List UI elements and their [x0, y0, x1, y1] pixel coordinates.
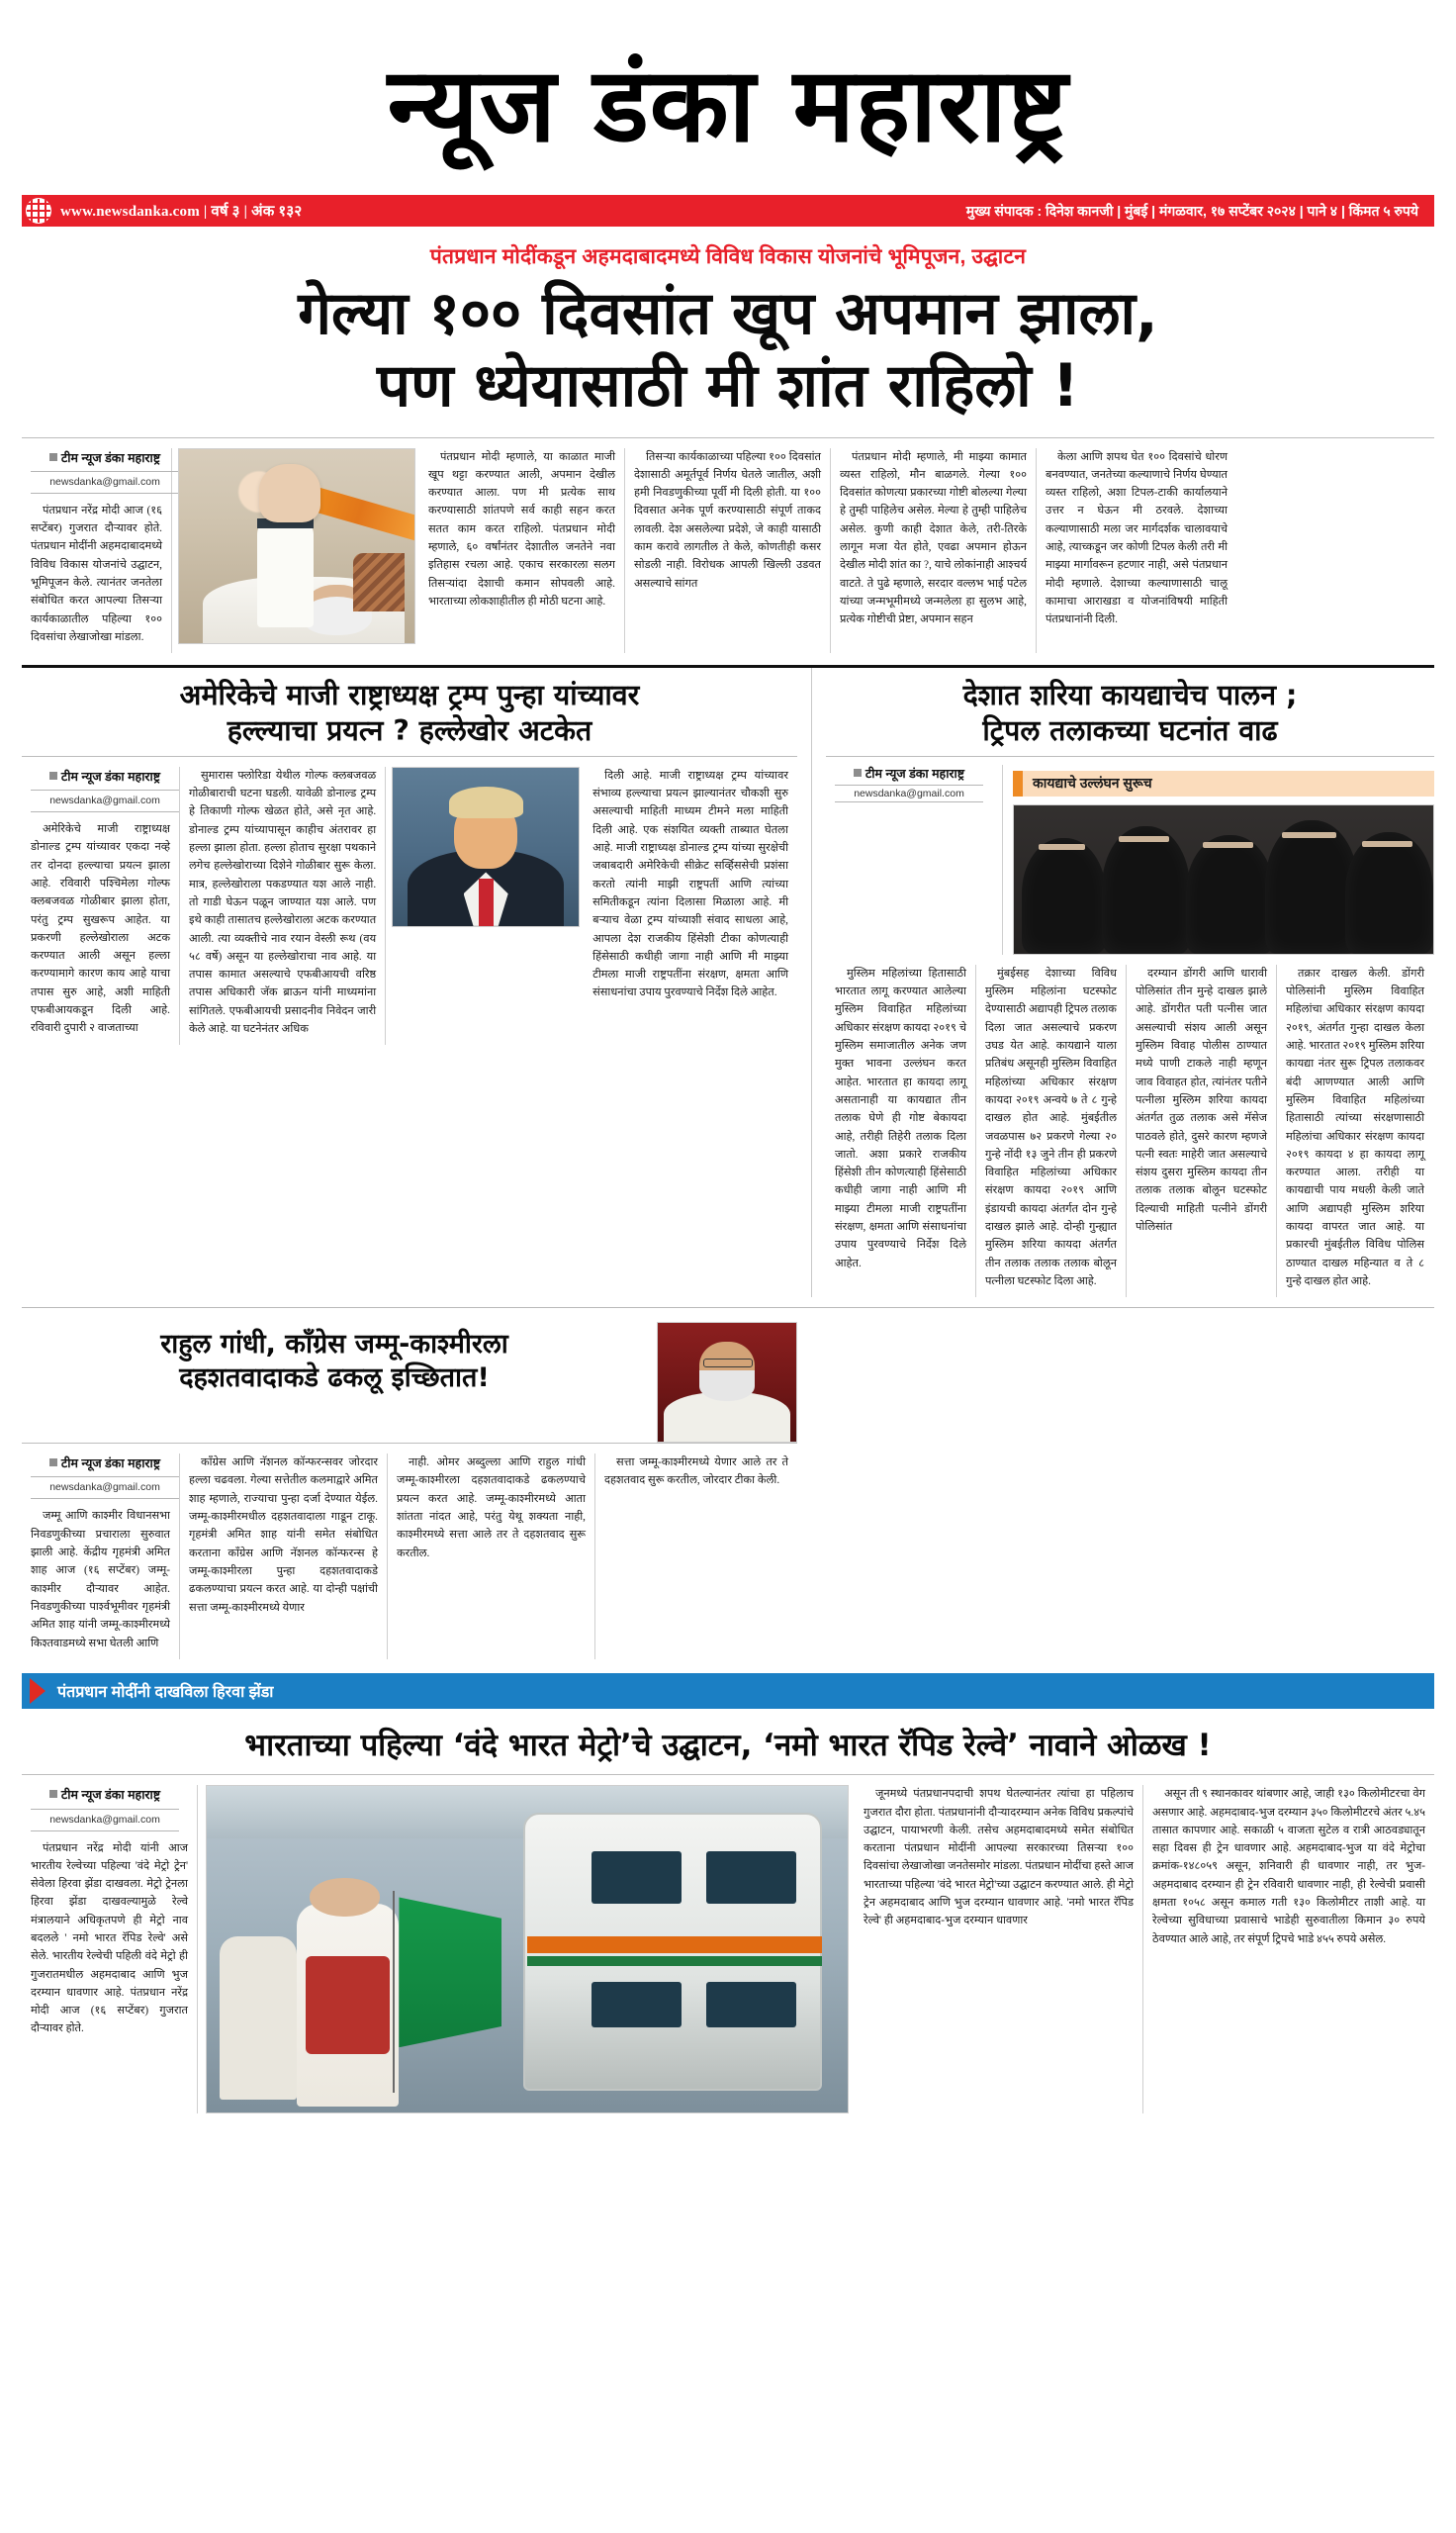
metro-col-3 [1143, 1785, 1434, 2113]
middle-bottom-rule [22, 1307, 1434, 1308]
lead-photo-col [172, 448, 419, 654]
rahul-col-4-text: सत्ता जम्मू-काश्मीरमध्ये येणार आले तर ते दहशतवाद सुरू करतील, जोरदार टीका केली. [604, 1456, 788, 1487]
metro-banner [22, 1673, 1434, 1709]
trump-story [22, 668, 811, 1297]
lead-headline-line1: गेल्या १०० दिवसांत खूप अपमान झाला, [298, 279, 1158, 349]
trump-headline-line2: हल्ल्याचा प्रयत्न ? हल्लेखोर अटकेत [227, 713, 592, 747]
metro-col-1-text: पंतप्रधान नरेंद्र मोदी यांनी आज भारतीय रेल्वेच्या पहिल्या 'वंदे मेट्रो ट्रेन' सेवेला हिरवा झेंडा दाखवला. मेट्रो ट्रेनला हिरवा झेंडा दाखवल्यामुळे रेल्वे मंत्रालयाने अधिकृतपणे ही मेट्रो नाव बदलले ' नमो भारत रॅपिड रेल्वे' असे सेले. भारतीय रेल्वेची पहिली वंदे मेट्रो ही गुजरातमधील अहमदाबाद आणि भुज दरम्यान धावणार आहे. पंतप्रधान नरेंद्र मोदी आज (१६ सप्टेंबर) गुजरात दौऱ्यावर होते. [31, 1841, 188, 2035]
rahul-byline-email[interactable]: newsdanka@gmail.com [31, 1476, 179, 1499]
sharia-caption-band [1013, 771, 1434, 797]
photo-prime-minister-head [310, 1878, 380, 1918]
rahul-col-1-text: जम्मू आणि काश्मीर विधानसभा निवडणुकीच्या प्रचाराला सुरुवात झाली आहे. केंद्रीय गृहमंत्री अमित शाह आज (१६ सप्टेंबर) जम्मू-काश्मीर दौऱ्यावर आहेत. निवडणुकीच्या पार्श्वभूमीवर गृहमंत्री अमित शाह यांनी जम्मू-काश्मीरमध्ये किश्तवाडमध्ये सभा घेतली आणि [31, 1510, 170, 1649]
middle-band [22, 668, 1434, 1297]
editor-date-price: मुख्य संपादक : दिनेश कानजी | मुंबई | मंगळवार, १७ सप्टेंबर २०२४ | पाने ४ | किंमत ५ रुपये [965, 202, 1418, 219]
photo-train-window [706, 1851, 796, 1904]
sharia-caption-photo [1003, 765, 1434, 955]
photo-woman [1345, 832, 1433, 954]
rahul-col-2 [180, 1454, 388, 1659]
lead-col-3 [625, 448, 831, 654]
metro-byline: टीम न्यूज डंका महाराष्ट्र [31, 1785, 179, 1808]
photo-eye-slit [1362, 841, 1412, 847]
rahul-story-photo [657, 1322, 797, 1443]
trump-byline-email[interactable]: newsdanka@gmail.com [31, 790, 179, 812]
sharia-story [812, 668, 1434, 1297]
trump-byline-block [31, 767, 179, 812]
photo-train-stripe-green [527, 1956, 822, 1966]
sharia-byline-block [835, 765, 983, 802]
metro-col-2-text: जूनमध्ये पंतप्रधानपदाची शपथ घेतल्यानंतर त्यांचा हा पहिलाच गुजरात दौरा होता. पंतप्रधानांनी दौऱ्यादरम्यान अनेक विविध प्रकल्पांचे उद्घाटन, पायाभरणी केली. तसेच अहमदाबादमध्ये समेत संबोधित करताना पंतप्रधान मोदींनी आपल्या सरकारच्या तिसऱ्या १०० दिवसांचा लेखाजोखा जनतेसमोर मांडला. पंतप्रधान मोदींचा हस्ते आज भारताच्या पहिल्या 'वंदे भारत मेट्रो'च्या उद्घाटन करण्यात आले. ही मेट्रो ट्रेन अहमदाबाद आणि भुज दरम्यान धावणार आहे. 'नमो भारत रॅपिड रेल्वे' ही अहमदाबाद-भुज दरम्यान धावणार [864, 1788, 1134, 1927]
rahul-columns [22, 1444, 797, 1659]
sharia-caption-text: कायद्याचे उल्लंघन सुरूच [1033, 775, 1152, 792]
trump-col-2-text: सुमारास फ्लोरिडा येथील गोल्फ क्लबजवळ गोळीबाराची घटना घडली. यावेळी डोनाल्ड ट्रम्प हे तिकाणी गोल्फ खेळत होते, असे नृत आहे. डोनाल्ड ट्रम्प यांच्यापासून काहीच अंतरावर हा हल्ला झाला होता. हल्ला होताच सुरक्षा पथकाने लगेच हल्लेखोराच्या दिशेने गोळीबार सुरू केला. मात्र, हल्लेखोराला पकडण्यात यश आले नाही. तो गाडी घेऊन पळून जाण्यात यश आले. पण इथे काही तासातच हल्लेखोराला अटक करण्यात आली. त्या व्यक्तीचे नाव रयान वेस्ली रूथ (वय ५८ वर्षे) असून या हल्लेखोराचा नाव आहे. या तपास कामात असल्याचे एफबीआयची वरिष्ठ तपास अधिकारी जॅक ब्राऊन यांनी माध्यमांना सांगितले. एफबीआयची प्रसादनीव निवेदन जारी केले आहे. या घटनेनंतर अधिक [189, 769, 377, 1035]
sharia-col-1-text: मुस्लिम महिलांच्या हितासाठी भारतात लागू करण्यात आलेल्या मुस्लिम विवाहित महिलांच्या अधिकार संरक्षण कायदा २०१९ चे मुस्लिम समाजातील अनेक जण मुक्त भावना उल्लंघन करत आहेत. भारतात हा कायदा लागू असतानाही या कायद्यात तीन तलाक घेणे ही गोष्ट बेकायदा आहे, तरीही तिहेरी तलाक दिला जातो. अशा प्रकारे राजकीय हिंसेशी तीन कोणत्याही हिंसेसाठी कधीही जागा नाही आणि मी माझ्या टीमला माजी राष्ट्रपतींना संरक्षण, क्षमता आणि संसाधनांचा उपाय पुरवण्याचे निर्देश दिले आहेत. [835, 967, 966, 1269]
lead-col-2 [419, 448, 625, 654]
square-bullet-icon [49, 772, 57, 780]
rahul-byline-block [31, 1454, 179, 1499]
photo-woman [1265, 820, 1357, 954]
metro-photo-col [198, 1785, 855, 2113]
info-bar [22, 195, 1434, 227]
info-bar-left [22, 198, 302, 224]
trump-headline-line1: अमेरिकेचे माजी राष्ट्राध्यक्ष ट्रम्प पुन्हा यांच्यावर [179, 679, 640, 712]
metro-col-3-text: असून ती ९ स्थानकावर थांबणार आहे, जाही १३० किलोमीटरचा वेग असणार आहे. अहमदाबाद-भुज दरम्यान ३५० किलोमीटरचे अंतर ५.४५ तासात कापणार आहे. सकाळी ५ वाजता सुटेल व रात्री आठवड्यातून सहा दिवस ही ट्रेन धावणार आहे. अहमदाबाद-भुज या वंदे मेट्रोचा क्रमांक-१४८०५९ असून, शनिवारी ही धावणार नाही, तर भुज-अहमदाबाद दरम्यान ही ट्रेन रविवारी धावणार नाही, ही रेल्वेची प्रवासी क्षमता १०५८ असून कमाल गती १३० किलोमीटर ताशी आहे. या रेल्वेच्या सुविधाच्या प्रवासाचे भाडेही सुरुवातीला किमान ३० रुपये ठेवण्यात आले आहे, तर संपूर्ण ट्रिपचे भाडे ४५५ रुपये असेल. [1152, 1788, 1425, 1945]
sharia-col-4-text: तक्रार दाखल केली. डोंगरी पोलिसांनी मुस्लिम विवाहित महिलांचा अधिकार संरक्षण कायदा २०१९, अंतर्गत गुन्हा दाखल केला आहे. भारतात २०१९ मुस्लिम शरिया कायद्या नंतर सुरू ट्रिपल तलाकवर बंदी आणण्यात आली आणि मुस्लिम विवाहित महिलांच्या हितासाठी त्यांच्या संरक्षणासाठी महिलांचा अधिकार संरक्षण कायदा २०१९ कायदा ४ हा कायदा लागू करण्यात आला. तरीही या कायद्याची पाय मधली केली जाते आणि अद्यापही मुस्लिम शरिया कायदा वापरत जात आहे. या प्रकारची मुंबईतील विविध पोलिस ठाण्यात दाखल महिन्यात व ते ८ गुन्हे दाखल होत आहे. [1286, 967, 1424, 1287]
lead-columns [22, 438, 1434, 654]
sharia-top-row [826, 757, 1434, 955]
sharia-col-3-text: दरम्यान डोंगरी आणि धारावी पोलिसांत तीन मुन्हे दाखल झाले आहे. डोंगरीत पती पत्नीस जात असल्याची संशय आली असून मुस्लिम विवाह पोलीस ठाण्यात मध्ये पाणी टाकले नाही म्हणून जाव विवाहत होत, त्यांनंतर पतीने पत्नीला मुस्लिम शरिया कायदा अंतर्गत तुळ तलाक असे मॅसेज पाठवले होते, दुसरे कारण म्हणजे पत्नी स्वतः माहेरी जात असल्याचे संशय दुसरा मुस्लिम कायदा तीन तलाक तलाक बोलून घटस्फोट दिल्याची माहिती पत्नीने डोंगरी पोलिसांत [1136, 967, 1267, 1233]
trump-photo-col [386, 767, 584, 1045]
trump-headline [22, 668, 797, 756]
photo-woman [1186, 835, 1274, 954]
lead-headline-line2: पण ध्येयासाठी मी शांत राहिलो ! [377, 351, 1079, 422]
metro-col-1 [22, 1785, 198, 2113]
photo-hair [449, 787, 523, 818]
arrow-right-icon [30, 1678, 46, 1704]
photo-woman [1102, 826, 1190, 954]
photo-tie [479, 879, 494, 926]
metro-photo [206, 1785, 849, 2113]
photo-green-flag [399, 1897, 501, 2047]
lead-col-2-text: पंतप्रधान मोदी म्हणाले, या काळात माजी खूप थट्टा करण्यात आली, अपमान देखील करण्यात आला. पण मी प्रत्येक साथ करण्यासाठी शांतपणे सर्व काही सहन करत सतत काम करत राहिलो. पंतप्रधान मोदी म्हणाले, ६० वर्षांनंतर देशातील जनतेने नवा इतिहास रचला आहे. एकाच सरकारला सलग तिसऱ्यांदा देशाची कमान सोपवली आहे. भारताच्या लोकशाहीतील ही मोठी घटना आहे. [428, 450, 615, 608]
rahul-col-2-text: काँग्रेस आणि नॅशनल कॉन्फरन्सवर जोरदार हल्ला चढवला. गेल्या सत्तेतील कलमाद्वारे अमित शाह म्हणाले, राज्याचा पुन्हा दर्जा देण्यात येईल. जम्मू-काश्मीरमधील दहशतवादाला गाडून टाकू. गृहमंत्री अमित शाह यांनी समेत संबोधित करताना काँग्रेस आणि नॅशनल कॉन्फरन्स हे जम्मू-काश्मीरला पुन्हा दहशतवादाकडे ढकलण्याचा प्रयत्न करत आहे. या दोन्ही पक्षांची सत्ता जम्मू-काश्मीरमध्ये येणार [189, 1456, 378, 1614]
photo-train-window [706, 1982, 796, 2027]
lead-col-5-text: केला आणि शपथ घेत १०० दिवसांचे धोरण बनवण्यात, जनतेच्या कल्याणाचे निर्णय घेण्यात व्यस्त राहिलो, अशा टिपल-टाकी कार्यालयाने उत्तर न घेऊन मी ठरवले. देशाच्या कल्याणासाठी मला जर मार्गदर्शक चालावयाचे आहे, त्याच्कडून जर कोणी टिपल केली तरी मी माझ्या मार्गावरून हटणार नाही, असे पंतप्रधान मोदी म्हणाले. देशाच्या कल्याणासाठी चालू कामाचा आराखडा व योजनांविषयी माहिती पंतप्रधानांनी दिली. [1046, 450, 1228, 626]
lead-col-3-text: तिसऱ्या कार्यकाळाच्या पहिल्या १०० दिवसांत देशासाठी अमूर्तपूर्व निर्णय घेतले जातील, अशी हमी निवडणुकीच्या पूर्वी मी दिली होती. या १०० दिवसात अनेक पूर्ण करण्यासाठी संपूर्ण ताकद लावली. देश असलेल्या प्रदेशे, जे काही यासाठी काम करावे लागतील ते केले, कोणतीही कसर सोडली नाही. विरोधक आपली खिल्ली उडवत असल्याचे सांगत [634, 450, 821, 590]
rahul-col-3-text: नाही. ओमर अब्दुल्ला आणि राहुल गांधी जम्मू-काश्मीरला दहशतवादाकडे ढकलण्याचे प्रयत्न करत आहे. जम्मू-काश्मीरमध्ये आता शांतता नांदत आहे, परंतु येथू शक्यता नाही, काश्मीरमध्ये सत्ता आले तर ते दहशतवाद सुरू करतील. [397, 1456, 586, 1559]
photo-eye-slit [1203, 842, 1253, 848]
rahul-byline: टीम न्यूज डंका महाराष्ट्र [31, 1454, 179, 1476]
lead-col-1 [22, 448, 172, 654]
photo-train-window [592, 1982, 682, 2027]
lead-photo [178, 448, 415, 644]
photo-woman [1022, 838, 1106, 954]
metro-byline-email[interactable]: newsdanka@gmail.com [31, 1809, 179, 1831]
photo-eye-slit [1282, 832, 1336, 838]
photo-flag-pole [393, 1891, 395, 2094]
sharia-photo [1013, 804, 1434, 955]
website-and-issue[interactable]: www.newsdanka.com | वर्ष ३ | अंक १३२ [60, 204, 303, 221]
photo-train-stripe-orange [527, 1936, 822, 1953]
sharia-byline-col [826, 765, 1003, 955]
trump-col-3 [584, 767, 797, 1045]
rahul-headline-line2: दहशतवादाकडे ढकलू इच्छितात! [179, 1361, 490, 1393]
trump-col-1-text: अमेरिकेचे माजी राष्ट्राध्यक्ष डोनाल्ड ट्रम्प यांच्यावर एकदा नव्हे तर दोनदा हल्ल्याचा प्रयत्न झाला आहे. रविवारी पश्चिमेला गोल्फ क्लबजवळ गोळीबार झाला होता, परंतु ट्रम्प सुखरूप आहेत. या प्रकरणी हल्लेखोराला अटक करण्यात आली असून हल्ला करण्यामागे कारण काय आहे याचा तपास सुरु आहे, अशी माहिती एफबीआयकडून दिली आहे. रविवारी दुपारी २ वाजताच्या [31, 823, 170, 1035]
sharia-col-4 [1277, 965, 1433, 1297]
trump-columns [22, 757, 797, 1045]
sharia-headline-line1: देशात शरिया कायद्याचेच पालन ; [962, 679, 1298, 712]
masthead [22, 0, 1434, 169]
square-bullet-icon [49, 1790, 57, 1798]
photo-official [220, 1936, 297, 2100]
rahul-story [22, 1318, 811, 1659]
lead-headline [22, 278, 1434, 436]
sharia-col-1 [826, 965, 976, 1297]
lead-byline-block [31, 448, 179, 494]
sharia-columns [826, 955, 1434, 1297]
sharia-byline: टीम न्यूज डंका महाराष्ट्र [835, 765, 983, 785]
square-bullet-icon [49, 453, 57, 461]
trump-byline: टीम न्यूज डंका महाराष्ट्र [31, 767, 179, 790]
rahul-col-3 [388, 1454, 595, 1659]
lead-byline-email[interactable]: newsdanka@gmail.com [31, 471, 179, 494]
sharia-col-3 [1127, 965, 1277, 1297]
metro-col-2 [855, 1785, 1143, 2113]
metro-byline-block [31, 1785, 179, 1830]
photo-eye-slit [1039, 844, 1085, 850]
trump-col-3-text: दिली आहे. माजी राष्ट्राध्यक्ष ट्रम्प यांच्यावर संभाव्य हल्ल्याचा प्रयत्न झाल्यानंतर चौकशी सुरु असल्याची माहिती माध्यम टीमने मला माहिती दिली आहे. एक संशयित व्यक्ती ताब्यात घेतला आहे. माजी राष्ट्राध्यक्ष डोनाल्ड ट्रम्प यांच्या सुरक्षेची जबाबदारी अमेरिकेची सीक्रेट सर्व्हिससेची प्रशंसा करतो त्यांनी माझी राष्ट्रपतीं आणि त्यांच्या समितीकडून त्यांना दिलासा मिळाला आहे. मी बऱ्याच वेळा ट्रम्प यांच्याशी संवाद साधला आहे, आपला देश राजकीय हिंसेशी टीका कोणत्याही हिंसेसाठी कधीही जागा नाही आणि मी माझ्या टीमला माजी राष्ट्रपतींना संरक्षण, क्षमता आणि संसाधनांचा उपाय पुरवण्याचे निर्देश दिले आहेत. [592, 769, 788, 999]
rahul-headline-line1: राहुल गांधी, काँग्रेस जम्मू-काश्मीरला [160, 1329, 508, 1360]
lead-byline: टीम न्यूज डंका महाराष्ट्र [31, 448, 179, 471]
photo-waving-hand [259, 464, 320, 522]
sharia-headline [826, 668, 1434, 756]
photo-eye-slit [1119, 836, 1169, 842]
photo-train-window [592, 1851, 682, 1904]
masthead-title: न्यूज डंका महाराष्ट्र [387, 45, 1069, 165]
sharia-headline-line2: ट्रिपल तलाकच्या घटनांत वाढ [982, 713, 1278, 747]
sharia-col-2-text: मुंबईसह देशाच्या विविध मुस्लिम महिलांना घटस्फोट देण्यासाठी अद्यापही ट्रिपल तलाक दिला जात असल्याचे प्रकरण उघड येत आहे. कायद्याने याला प्रतिबंध असूनही मुस्लिम विवाहित महिलांच्या अधिकार संरक्षण कायदा २०१९ अन्वये ७ ते ८ गुन्हे दाखल होत आहे. मुंबईतील जवळपास ७२ प्रकरणे गेल्या २० गुन्हे नोंदी १३ जुने तीन ही प्रकरणे विवाहित महिलांच्या अधिकार संरक्षण कायदा २०१९ आणि इंडायची कायदा अंतर्गत दोन गुन्हे दाखल झाले आहे. दोन्ही गुन्ह्यात मुस्लिम शरिया कायदा अंतर्गत तीन तलाक तलाक तलाक बोलून पत्नीला घटस्फोट दिला आहे. [985, 967, 1117, 1287]
lead-col-5 [1037, 448, 1236, 654]
metro-headline: भारताच्या पहिल्या ‘वंदे भारत मेट्रो’चे उद्घाटन, ‘नमो भारत रॅपिड रेल्वे’ नावाने ओळख ! [244, 1727, 1212, 1763]
metro-banner-text: पंतप्रधान मोदींनी दाखविला हिरवा झेंडा [57, 1683, 274, 1701]
metro-columns [22, 1775, 1434, 2113]
photo-scarf [353, 553, 405, 611]
sharia-col-2 [976, 965, 1127, 1297]
globe-icon [26, 198, 51, 224]
sharia-byline-email[interactable]: newsdanka@gmail.com [835, 785, 983, 802]
lead-col-4-text: पंतप्रधान मोदी म्हणाले, मी माझ्या कामात व्यस्त राहिलो, मौन बाळगले. गेल्या १०० दिवसांत कोणत्या प्रकारच्या गोष्टी बोलल्या गेल्या हे तुम्ही पाहिलेच असेल. मेल्या हे तुम्ही पाहिलेच असेल. कुणी काही देशात केले, तरी-तिरके लागून मजा येत होते, एवढा अपमान होऊन देखील मोदी शांत का ?, याचे लोकांनाही आश्चर्य वाटते. ते पुढे म्हणाले, सरदार वल्लभ भाई पटेल यांच्या जन्मभूमीमध्ये जन्मलेला हा सुलभ आहे, प्रत्येक गोष्टीची प्रेष्टा, अपमान सहन [840, 450, 1027, 626]
rahul-headline [22, 1318, 647, 1402]
trump-col-1 [22, 767, 180, 1045]
lead-col-4 [831, 448, 1037, 654]
rahul-col-1 [22, 1454, 180, 1659]
photo-beard [699, 1370, 755, 1401]
caption-accent-bar [1013, 771, 1023, 797]
trump-col-2 [180, 767, 386, 1045]
photo-glasses [703, 1359, 753, 1367]
photo-vest [306, 1956, 389, 2054]
lead-kicker: पंतप्रधान मोदींकडून अहमदाबादमध्ये विविध विकास योजनांचे भूमिपूजन, उद्घाटन [429, 245, 1027, 269]
lead-col-1-text: पंतप्रधान नरेंद्र मोदी आज (१६ सप्टेंबर) गुजरात दौऱ्यावर होते. पंतप्रधान मोदींनी अहमदाबादमध्ये विविध विकास योजनांचे उद्घाटन, भूमिपूजन केले. त्यानंतर जनतेला संबोधित करत आपल्या तिसऱ्या कार्यकाळातील पहिल्या १०० दिवसांचा लेखाजोखा मांडला. [31, 504, 162, 643]
square-bullet-icon [49, 1458, 57, 1466]
photo-arm [257, 518, 314, 627]
trump-photo [392, 767, 580, 927]
rahul-col-4 [595, 1454, 797, 1659]
square-bullet-icon [854, 769, 862, 777]
